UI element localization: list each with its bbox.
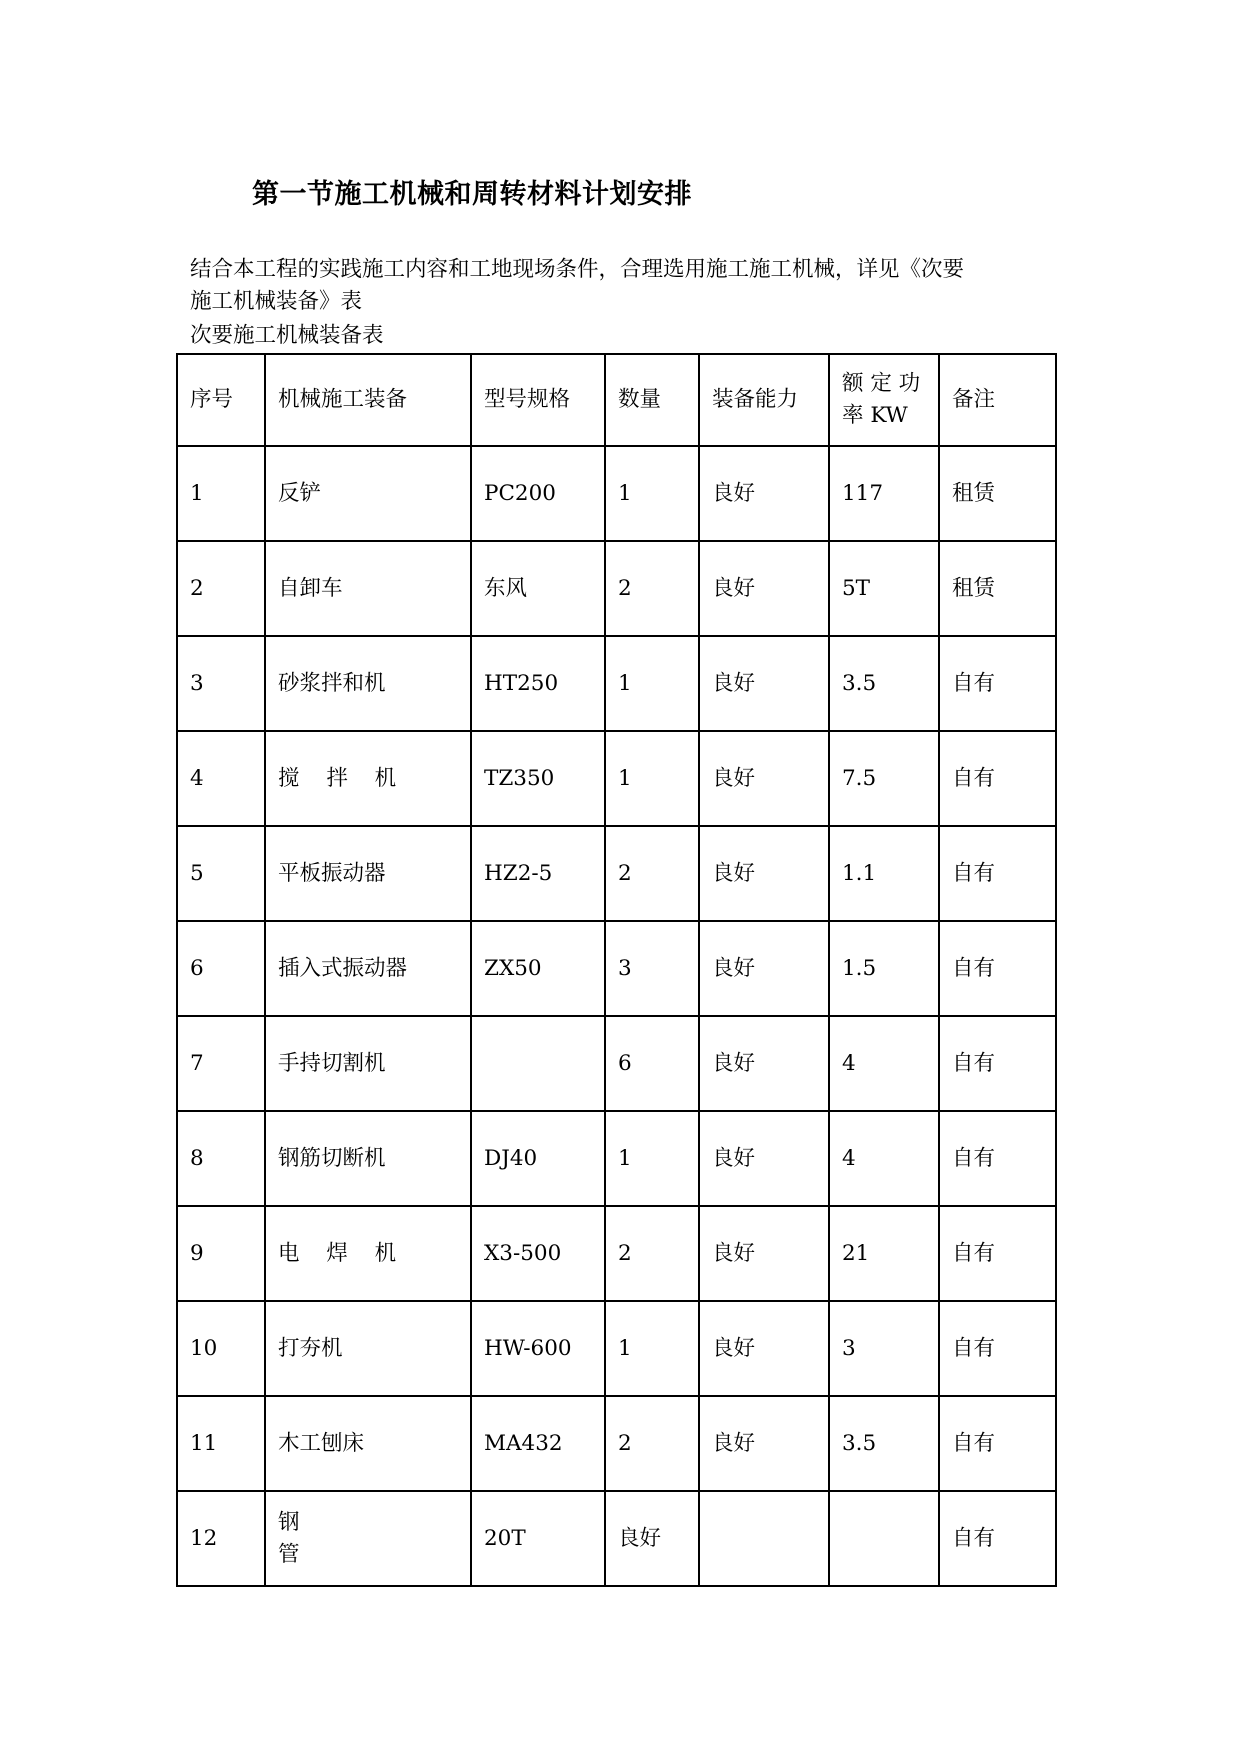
cell-power: 4 [829, 1111, 939, 1206]
paragraph-line-1: 结合本工程的实践施工内容和工地现场条件，合理选用施工施工机械，详见《次要 [190, 257, 965, 282]
cell-name: 打夯机 [265, 1301, 471, 1396]
cell-model: MA432 [471, 1396, 605, 1491]
intro-paragraph [190, 254, 1070, 318]
cell-capability: 良好 [699, 1396, 829, 1491]
cell-no: 1 [177, 446, 265, 541]
cell-name: 电 焊 机 [265, 1206, 471, 1301]
cell-name: 搅 拌 机 [265, 731, 471, 826]
cell-capability [699, 1491, 829, 1586]
cell-model: HT250 [471, 636, 605, 731]
cell-qty: 2 [605, 1396, 699, 1491]
cell-qty: 2 [605, 541, 699, 636]
cell-capability: 良好 [699, 446, 829, 541]
cell-name: 自卸车 [265, 541, 471, 636]
cell-power: 4 [829, 1016, 939, 1111]
cell-name: 砂浆拌和机 [265, 636, 471, 731]
cell-model: PC200 [471, 446, 605, 541]
cell-note: 自有 [939, 826, 1056, 921]
table-row [177, 1206, 1056, 1301]
cell-power [829, 1491, 939, 1586]
cell-note: 自有 [939, 731, 1056, 826]
cell-no: 5 [177, 826, 265, 921]
cell-no: 4 [177, 731, 265, 826]
cell-qty: 6 [605, 1016, 699, 1111]
cell-model: 20T [471, 1491, 605, 1586]
cell-capability: 良好 [699, 921, 829, 1016]
cell-model: DJ40 [471, 1111, 605, 1206]
table-row [177, 1396, 1056, 1491]
header-cell-note: 备注 [939, 354, 1056, 446]
cell-power: 1.1 [829, 826, 939, 921]
cell-note: 租赁 [939, 541, 1056, 636]
cell-qty: 2 [605, 826, 699, 921]
cell-qty: 1 [605, 731, 699, 826]
cell-power: 1.5 [829, 921, 939, 1016]
cell-qty: 1 [605, 1301, 699, 1396]
equipment-table [176, 353, 1057, 1587]
cell-no: 3 [177, 636, 265, 731]
cell-capability: 良好 [699, 541, 829, 636]
cell-no: 7 [177, 1016, 265, 1111]
cell-note: 自有 [939, 1016, 1056, 1111]
cell-no: 12 [177, 1491, 265, 1586]
cell-note: 自有 [939, 1491, 1056, 1586]
table-row [177, 636, 1056, 731]
cell-capability: 良好 [699, 636, 829, 731]
table-row [177, 921, 1056, 1016]
cell-capability: 良好 [699, 1301, 829, 1396]
cell-capability: 良好 [699, 1206, 829, 1301]
table-row [177, 1301, 1056, 1396]
table-row [177, 731, 1056, 826]
cell-power: 3.5 [829, 636, 939, 731]
header-cell-qty: 数量 [605, 354, 699, 446]
cell-no: 2 [177, 541, 265, 636]
header-cell-no: 序号 [177, 354, 265, 446]
section-heading: 第一节施工机械和周转材料计划安排 [252, 179, 692, 210]
cell-no: 8 [177, 1111, 265, 1206]
header-power-line-1: 额 定 功 [842, 371, 921, 396]
cell-name: 平板振动器 [265, 826, 471, 921]
table-row [177, 446, 1056, 541]
cell-note: 自有 [939, 1301, 1056, 1396]
header-cell-capability: 装备能力 [699, 354, 829, 446]
cell-note: 自有 [939, 1111, 1056, 1206]
cell-note: 自有 [939, 1396, 1056, 1491]
table-row [177, 1491, 1056, 1586]
cell-qty: 2 [605, 1206, 699, 1301]
cell-name: 插入式振动器 [265, 921, 471, 1016]
cell-model [471, 1016, 605, 1111]
cell-note: 自有 [939, 1206, 1056, 1301]
cell-qty: 1 [605, 446, 699, 541]
cell-name: 手持切割机 [265, 1016, 471, 1111]
cell-note: 租赁 [939, 446, 1056, 541]
header-cell-name: 机械施工装备 [265, 354, 471, 446]
cell-no: 6 [177, 921, 265, 1016]
cell-power: 5T [829, 541, 939, 636]
cell-capability: 良好 [699, 1111, 829, 1206]
cell-name: 钢筋切断机 [265, 1111, 471, 1206]
cell-qty: 良好 [605, 1491, 699, 1586]
header-power-line-2: 率 KW [842, 403, 908, 428]
cell-note: 自有 [939, 636, 1056, 731]
table-row [177, 541, 1056, 636]
cell-model: HZ2-5 [471, 826, 605, 921]
header-cell-model: 型号规格 [471, 354, 605, 446]
table-caption: 次要施工机械装备表 [190, 323, 384, 348]
cell-qty: 1 [605, 1111, 699, 1206]
header-cell-power [829, 354, 939, 446]
cell-note: 自有 [939, 921, 1056, 1016]
cell-capability: 良好 [699, 1016, 829, 1111]
table-row [177, 1016, 1056, 1111]
cell-model: HW-600 [471, 1301, 605, 1396]
cell-no: 9 [177, 1206, 265, 1301]
cell-capability: 良好 [699, 826, 829, 921]
cell-power: 21 [829, 1206, 939, 1301]
cell-power: 3.5 [829, 1396, 939, 1491]
cell-model: 东风 [471, 541, 605, 636]
cell-capability: 良好 [699, 731, 829, 826]
cell-power: 7.5 [829, 731, 939, 826]
cell-qty: 3 [605, 921, 699, 1016]
cell-model: X3-500 [471, 1206, 605, 1301]
cell-no: 10 [177, 1301, 265, 1396]
paragraph-line-2: 施工机械装备》表 [190, 289, 363, 314]
cell-model: ZX50 [471, 921, 605, 1016]
cell-name: 钢 管 [265, 1491, 471, 1586]
cell-no: 11 [177, 1396, 265, 1491]
cell-model: TZ350 [471, 731, 605, 826]
cell-name: 木工刨床 [265, 1396, 471, 1491]
cell-name: 反铲 [265, 446, 471, 541]
table-row [177, 1111, 1056, 1206]
table-header-row [177, 354, 1056, 446]
cell-power: 117 [829, 446, 939, 541]
cell-power: 3 [829, 1301, 939, 1396]
table-row [177, 826, 1056, 921]
cell-qty: 1 [605, 636, 699, 731]
